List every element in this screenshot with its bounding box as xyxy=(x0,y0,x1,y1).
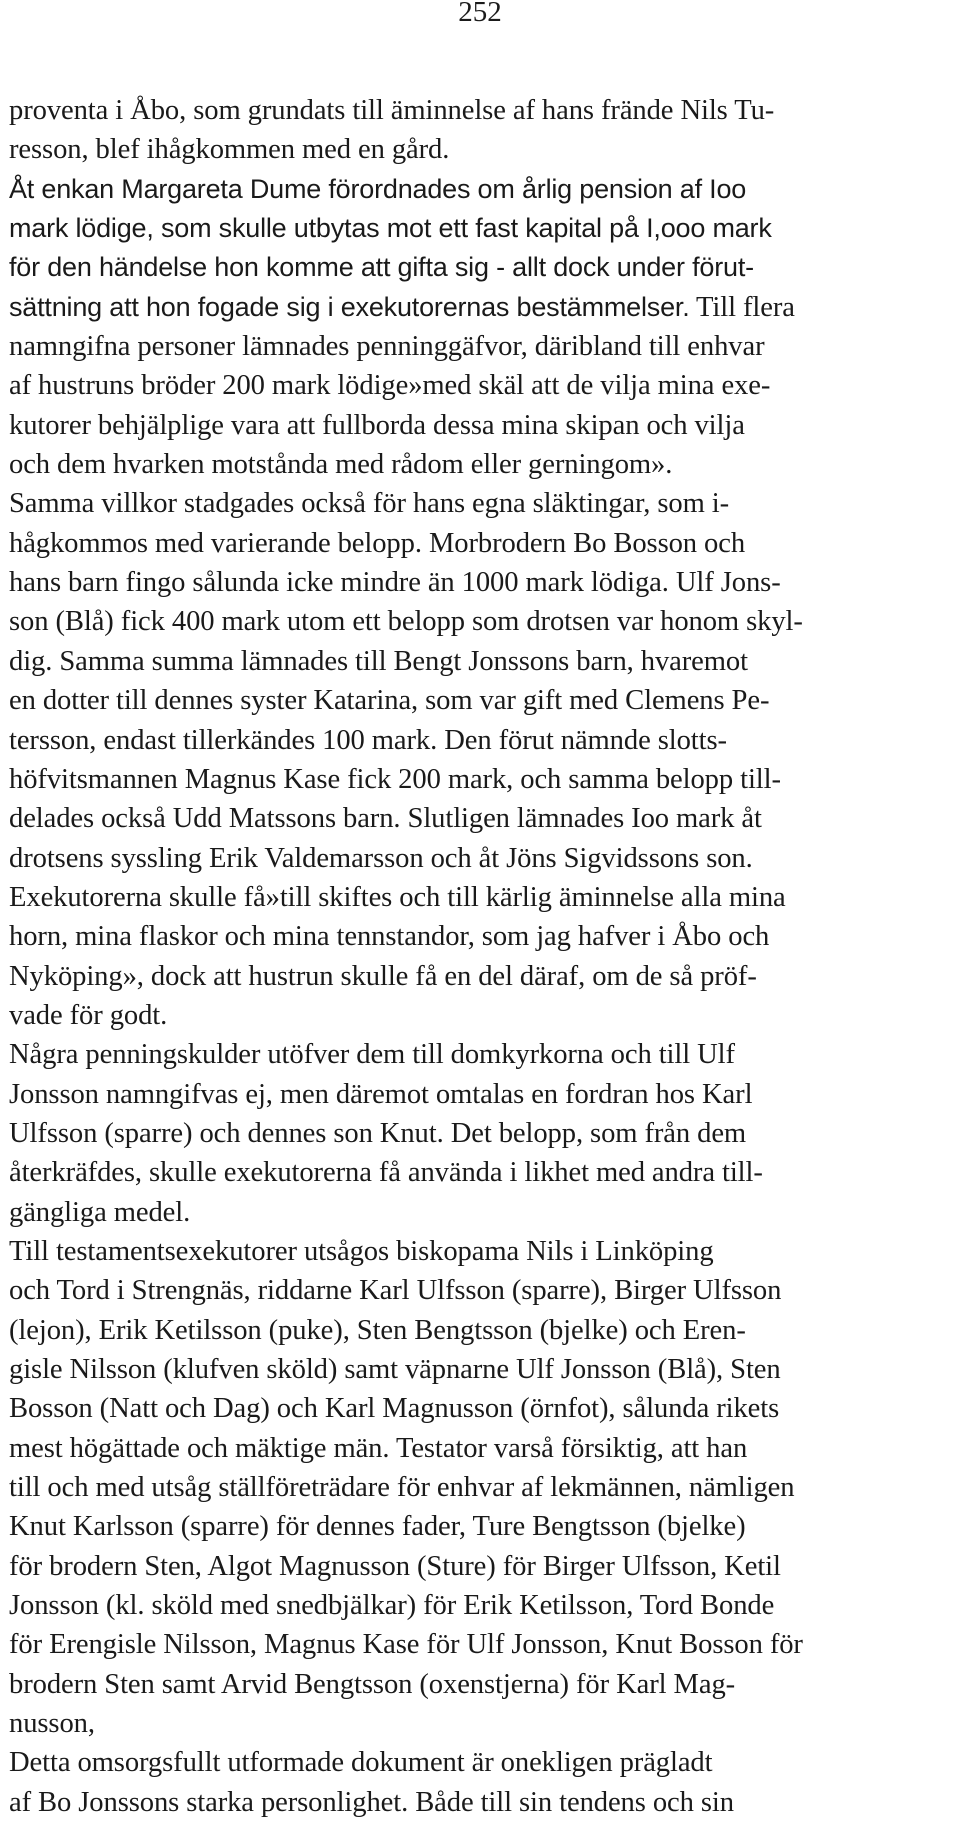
text-line: horn, mina flaskor och mina tennstandor, som jag hafver i Åbo och xyxy=(9,921,770,953)
text-segment: hågkommos med varierande belopp. xyxy=(9,527,422,559)
text-line: proventa i Åbo, som grundats till äminnelse af hans frände Nils Tu- xyxy=(9,95,775,126)
text-line: för Erengisle Nilsson, Magnus Kase för Ulf Jonsson, Knut Bosson för xyxy=(9,1629,803,1661)
text-line: återkräfdes, skulle exekutorerna få använda i likhet med andra till- xyxy=(9,1157,763,1189)
text-line: Samma villkor stadgades också för hans egna släktingar, som i- xyxy=(9,488,730,520)
text-line: en dotter till dennes syster Katarina, som var gift med Clemens Pe- xyxy=(9,685,770,717)
text-line: Detta omsorgsfullt utformade dokument är onekligen prägladt xyxy=(9,1747,713,1779)
text-segment: sättning att hon fogade sig i exekutorernas bestämmelser. xyxy=(9,291,690,322)
text-segment: hans barn fingo sålunda icke mindre än 1000 mark lödiga. xyxy=(9,567,669,599)
page-number: 252 xyxy=(458,0,502,28)
text-line: och dem hvarken motstånda med rådom eller gerningom». xyxy=(9,449,673,481)
text-line: delades också Udd Matssons barn. Slutligen lämnades Ioo mark åt xyxy=(9,803,762,835)
text-line: resson, blef ihågkommen med en gård. xyxy=(9,134,450,166)
text-line: Bosson (Natt och Dag) och Karl Magnusson (örnfot), sålunda rikets xyxy=(9,1393,780,1425)
text-line xyxy=(9,524,959,563)
text-line: för brodern Sten, Algot Magnusson (Sture) för Birger Ulfsson, Ketil xyxy=(9,1550,781,1582)
text-line: mest högättade och mäktige män. Testator varså försiktig, att han xyxy=(9,1432,748,1464)
text-line: Till testamentsexekutorer utsågos biskopama Nils i Linköping xyxy=(9,1235,714,1267)
text-line: (lejon), Erik Ketilsson (puke), Sten Bengtsson (bjelke) och Eren- xyxy=(9,1314,746,1346)
text-line: Några penningskulder utöfver dem till domkyrkorna och till Ulf xyxy=(9,1039,735,1071)
text-segment: tersson, endast tillerkändes 100 mark. xyxy=(9,724,438,756)
text-line xyxy=(9,288,959,327)
text-line: Jonsson (kl. sköld med snedbjälkar) för Erik Ketilsson, Tord Bonde xyxy=(9,1590,775,1622)
text-line: mark lödige, som skulle utbytas mot ett fast kapital på I,ooo mark xyxy=(9,213,772,244)
text-line: drotsens syssling Erik Valdemarsson och åt Jöns Sigvidssons son. xyxy=(9,842,753,874)
text-line: brodern Sten samt Arvid Bengtsson (oxenstjerna) för Karl Mag- xyxy=(9,1668,736,1700)
text-line: för den händelse hon komme att gifta sig - allt dock under förut- xyxy=(9,252,754,283)
text-line: son (Blå) fick 400 mark utom ett belopp som drotsen var honom skyl- xyxy=(9,606,803,638)
text-line xyxy=(9,721,959,760)
text-segment: Ulf Jons- xyxy=(668,567,781,599)
text-line: Jonsson namngifvas ej, men däremot omtalas en fordran hos Karl xyxy=(9,1078,753,1110)
text-segment: dig. xyxy=(9,645,53,677)
text-line: vade för godt. xyxy=(9,999,168,1031)
text-line: och Tord i Strengnäs, riddarne Karl Ulfsson (sparre), Birger Ulfsson xyxy=(9,1275,782,1307)
text-line: kutorer behjälplige vara att fullborda dessa mina skipan och vilja xyxy=(9,409,745,441)
text-segment: Samma summa lämnades till Bengt Jonssons barn, hvaremot xyxy=(52,645,748,677)
text-line: Åt enkan Margareta Dume förordnades om årlig pension af Ioo xyxy=(9,173,747,204)
text-line: namngifna personer lämnades penninggäfvor, däribland till enhvar xyxy=(9,331,765,363)
text-line: af hustruns bröder 200 mark lödige»med skäl att de vilja mina exe- xyxy=(9,370,771,402)
text-segment: Morbrodern Bo Bosson och xyxy=(421,527,746,559)
text-segment: Den förut nämnde slotts- xyxy=(437,724,727,756)
text-line: gisle Nilsson (klufven sköld) samt väpnarne Ulf Jonsson (Blå), Sten xyxy=(9,1354,781,1385)
text-line: af Bo Jonssons starka personlighet. Både till sin tendens och sin xyxy=(9,1786,734,1818)
text-line: Nyköping», dock att hustrun skulle få en del däraf, om de så pröf- xyxy=(9,960,757,992)
text-line: gängliga medel. xyxy=(9,1196,191,1228)
text-line: Knut Karlsson (sparre) för dennes fader, Ture Bengtsson (bjelke) xyxy=(9,1511,746,1543)
text-line: Exekutorerna skulle få»till skiftes och till kärlig äminnelse alla mina xyxy=(9,881,786,913)
text-line: till och med utsåg ställföreträdare för enhvar af lekmännen, nämligen xyxy=(9,1472,795,1504)
text-line: nusson, xyxy=(9,1708,95,1740)
text-line: höfvitsmannen Magnus Kase fick 200 mark, och samma belopp till- xyxy=(9,763,781,795)
text-line xyxy=(9,563,959,602)
text-segment: Till flera xyxy=(689,291,795,323)
text-line: Ulfsson (sparre) och dennes son Knut. Det belopp, som från dem xyxy=(9,1117,747,1149)
document-body xyxy=(9,91,959,1822)
text-line xyxy=(9,642,959,681)
